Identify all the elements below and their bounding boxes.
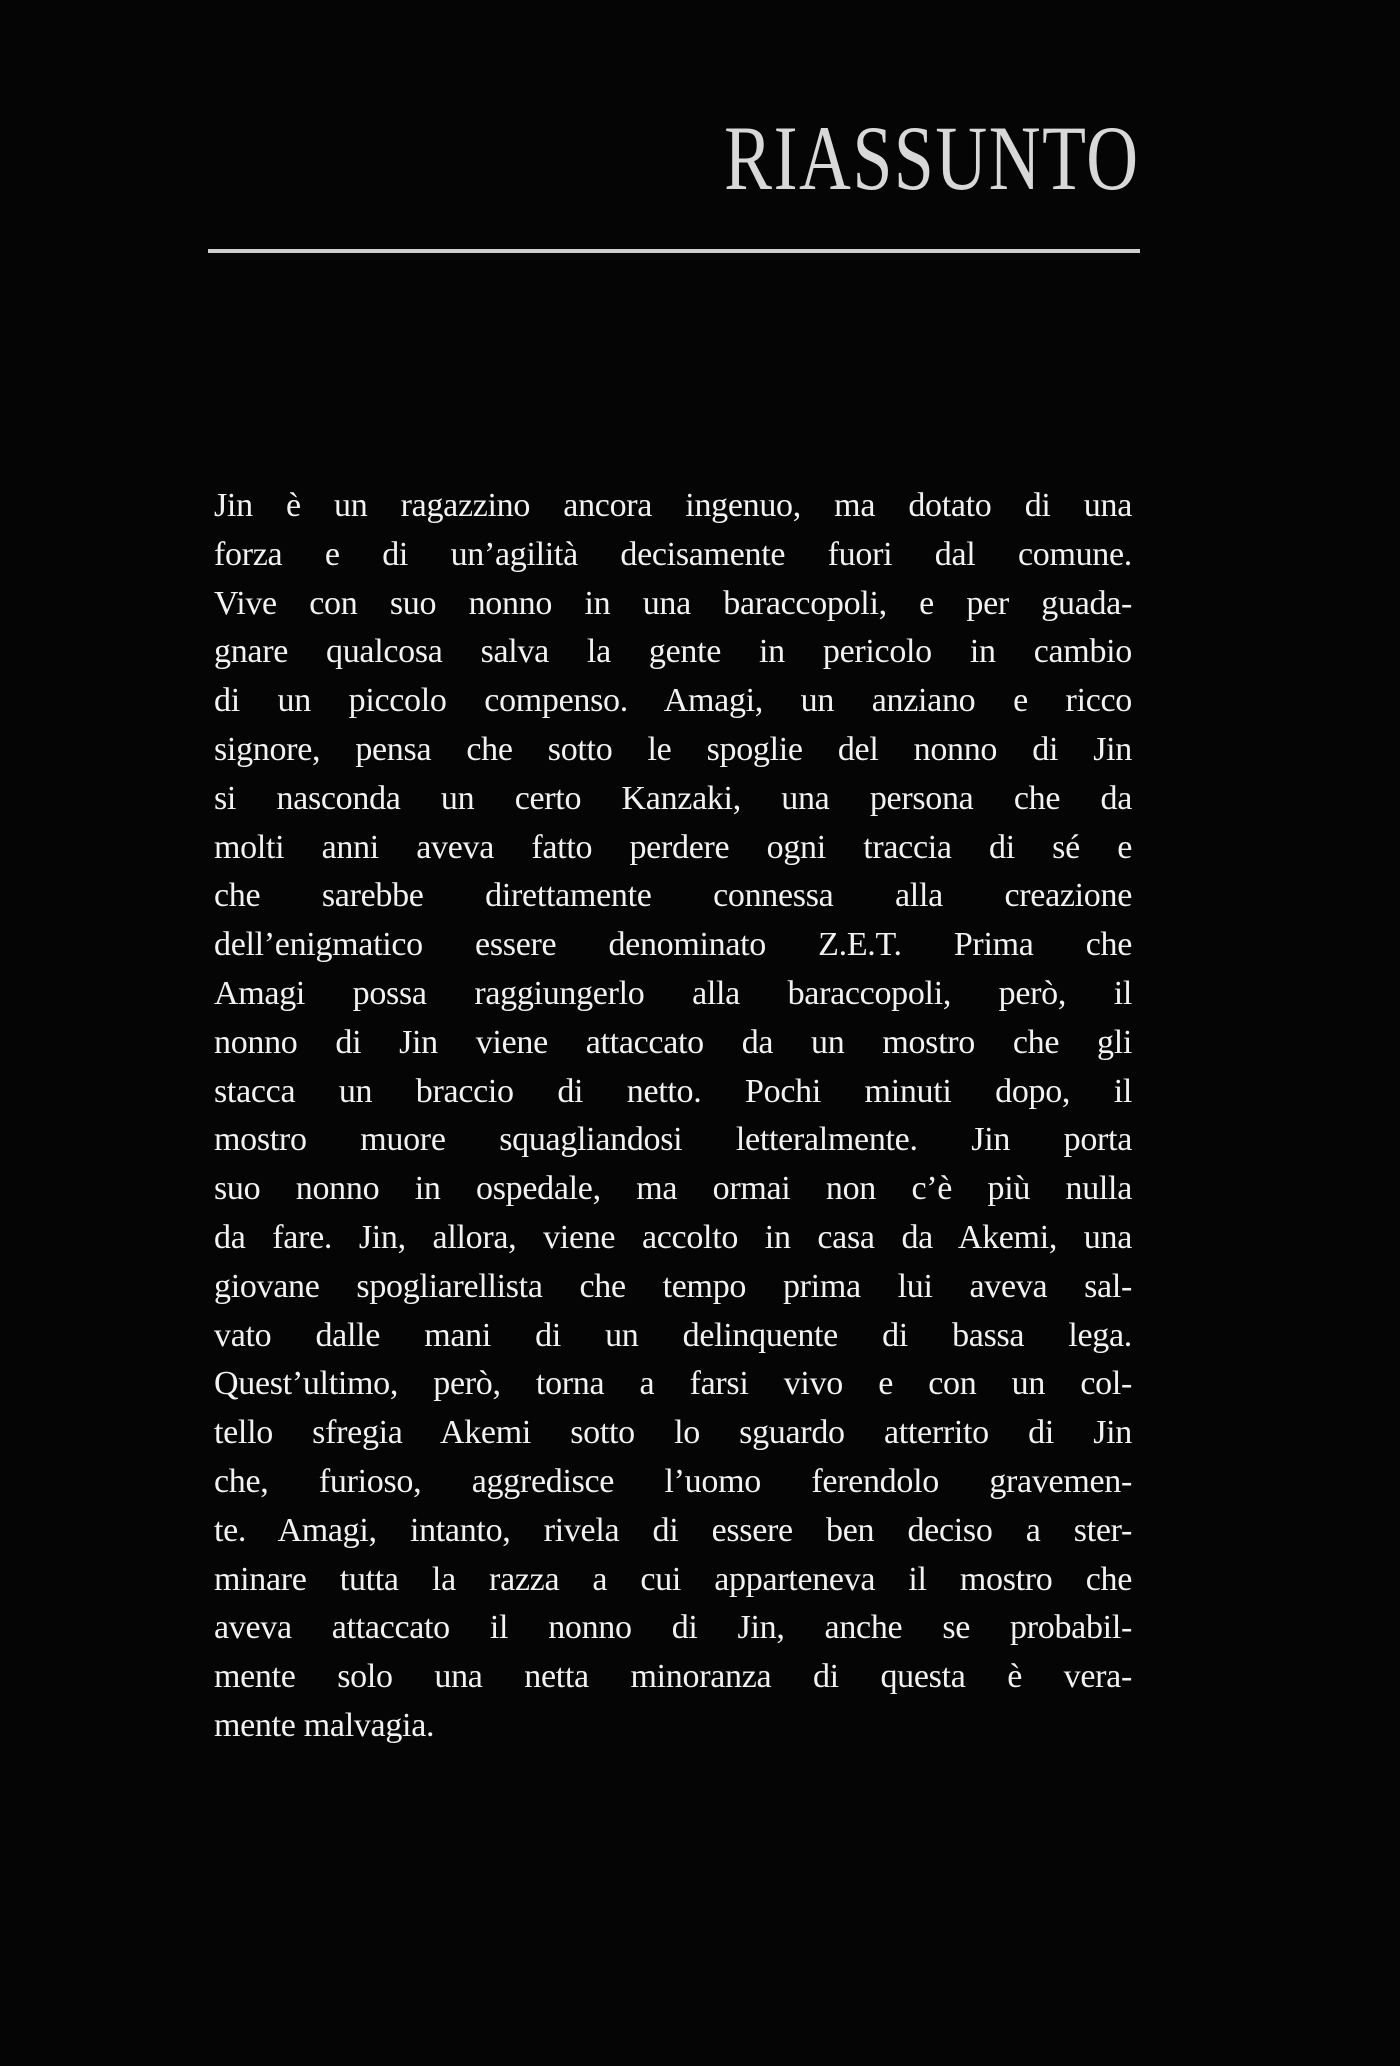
summary-line: si nasconda un certo Kanzaki, una persona che da [214,779,1132,817]
summary-line: giovane spogliarellista che tempo prima lui aveva sal- [214,1267,1132,1305]
summary-line: signore, pensa che sotto le spoglie del nonno di Jin [214,730,1132,768]
summary-line: molti anni aveva fatto perdere ogni traccia di sé e [214,828,1132,866]
summary-line: forza e di un’agilità decisamente fuori dal comune. [214,535,1132,573]
title-divider [208,249,1140,253]
summary-line: gnare qualcosa salva la gente in pericolo in cambio [214,633,1132,671]
summary-line: mostro muore squagliandosi letteralmente. Jin porta [214,1121,1132,1159]
summary-line: mente malvagia. [214,1706,435,1744]
page-title: RIASSUNTO [724,107,1140,209]
summary-line: che, furioso, aggredisce l’uomo ferendolo gravemen- [214,1462,1132,1500]
summary-line: mente solo una netta minoranza di questa è vera- [214,1658,1132,1696]
summary-line: Vive con suo nonno in una baraccopoli, e per guada- [214,584,1132,622]
summary-line: di un piccolo compenso. Amagi, un anziano e ricco [214,682,1132,720]
summary-line: tello sfregia Akemi sotto lo sguardo atterrito di Jin [214,1414,1132,1452]
summary-line: che sarebbe direttamente connessa alla creazione [214,877,1132,915]
summary-line: da fare. Jin, allora, viene accolto in casa da Akemi, una [214,1218,1132,1256]
summary-line: aveva attaccato il nonno di Jin, anche se probabil- [214,1609,1132,1647]
summary-line: vato dalle mani di un delinquente di bassa lega. [214,1316,1132,1354]
summary-line: minare tutta la razza a cui apparteneva il mostro che [214,1560,1132,1598]
summary-line: dell’enigmatico essere denominato Z.E.T. Prima che [214,926,1132,964]
summary-line: stacca un braccio di netto. Pochi minuti dopo, il [214,1072,1132,1110]
summary-line: nonno di Jin viene attaccato da un mostro che gli [214,1023,1132,1061]
summary-line: Jin è un ragazzino ancora ingenuo, ma dotato di una [214,487,1132,524]
summary-line: te. Amagi, intanto, rivela di essere ben deciso a ster- [214,1511,1132,1549]
summary-line: suo nonno in ospedale, ma ormai non c’è più nulla [214,1170,1132,1208]
summary-line: Amagi possa raggiungerlo alla baraccopoli, però, il [214,974,1132,1012]
summary-line: Quest’ultimo, però, torna a farsi vivo e con un col- [214,1365,1132,1403]
summary-text [214,482,1132,1751]
